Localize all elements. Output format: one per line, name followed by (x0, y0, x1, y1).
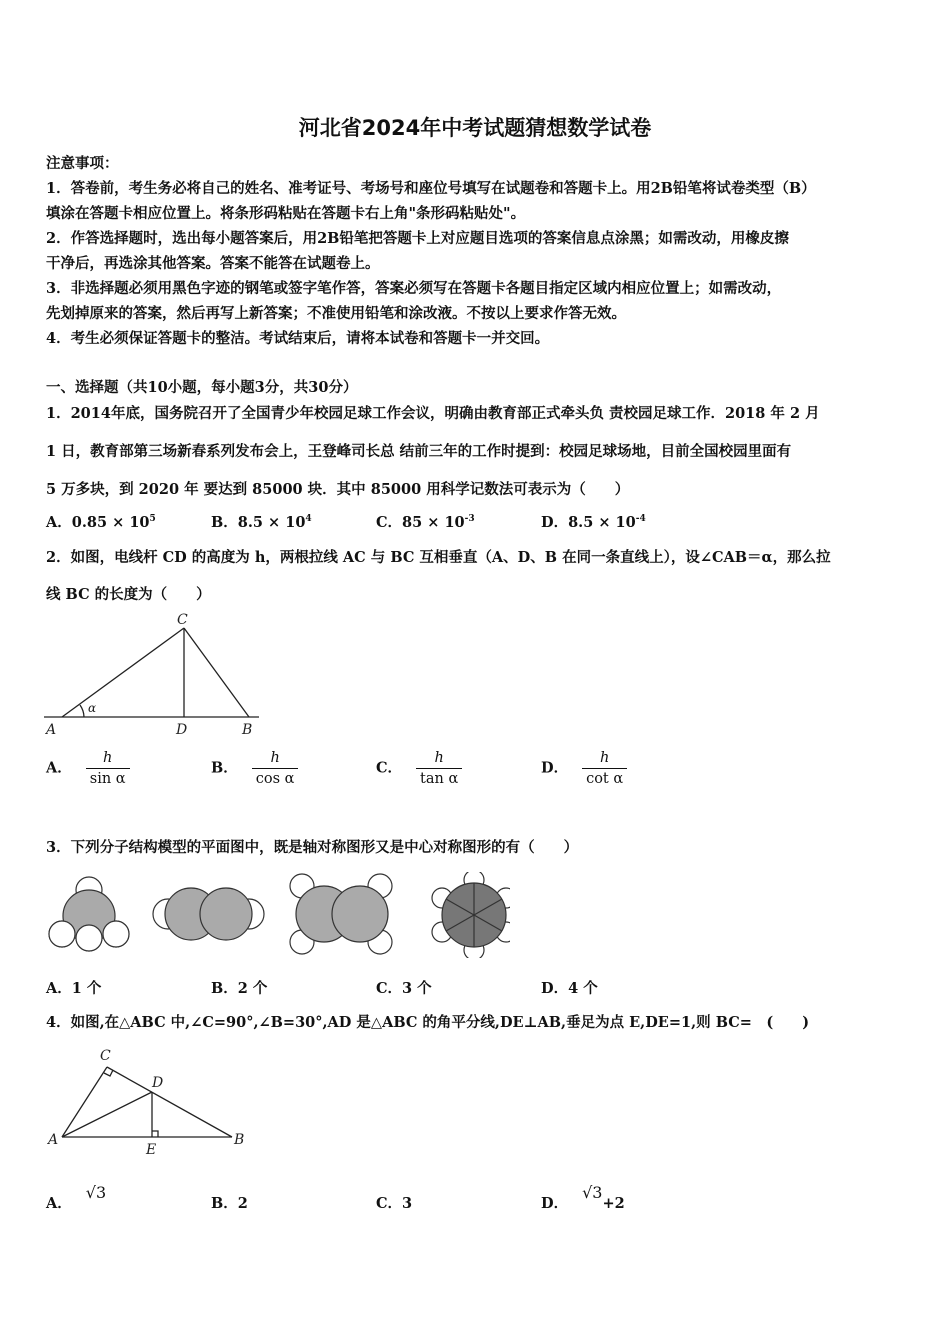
note-line: 先划掉原来的答案，然后再写上新答案；不准使用铅笔和涂改液。不按以上要求作答无效。 (46, 305, 626, 322)
option-label: B． (211, 759, 238, 777)
option-label: B． (211, 1195, 238, 1212)
option-exponent: -4 (635, 514, 646, 525)
option-label: A． (46, 980, 72, 997)
fraction (86, 750, 130, 787)
option-value: 0.85 × 10 (71, 514, 150, 531)
note-line: 1．答卷前，考生务必将自己的姓名、准考证号、考场号和座位号填写在试题卷和答题卡上。用2B铅笔将试卷类型（B） (46, 180, 816, 197)
denominator: tan α (416, 768, 462, 787)
option-label: D． (541, 980, 569, 997)
numerator: h (599, 750, 610, 766)
q1-option-a[interactable] (46, 511, 156, 532)
q1-line: 1．2014年底，国务院召开了全国青少年校园足球工作会议，明确由教育部正式牵头负 责校园足球工作．2018 年 2 月 (46, 405, 820, 422)
q4-figure (44, 1042, 254, 1162)
q1-line: 1 日，教育部第三场新春系列发布会上，王登峰司长总 结前三年的工作时提到：校园足球场地，目前全国校园里面有 (46, 443, 792, 460)
q3-option-c[interactable] (376, 977, 432, 998)
q2-option-a[interactable] (46, 750, 130, 787)
option-label: D． (541, 759, 569, 777)
q1-line: 5 万多块，到 2020 年 要达到 85000 块．其中 85000 用科学记数法可表示为（ ） (46, 481, 630, 498)
fraction (582, 750, 627, 787)
molecule-4 (432, 872, 510, 958)
option-value: 85 × 10 (402, 514, 465, 531)
label-a: A (46, 722, 57, 738)
option-exponent: -3 (464, 514, 475, 525)
option-label: C． (376, 980, 403, 997)
q4-option-c[interactable] (376, 1192, 412, 1213)
q1-option-b[interactable] (211, 511, 312, 532)
notes-heading: 注意事项： (46, 155, 119, 172)
option-exponent: 5 (149, 514, 156, 525)
q2-figure (44, 610, 264, 740)
label-c: C (177, 612, 188, 628)
option-label: A． (46, 514, 72, 531)
q2-line: 线 BC 的长度为（ ） (46, 586, 211, 603)
q4-option-b[interactable] (211, 1192, 248, 1213)
option-label: A． (46, 759, 72, 777)
q3-option-d[interactable] (541, 977, 598, 998)
option-label: C． (376, 759, 403, 777)
option-value: 3 (402, 1195, 413, 1212)
option-label: D． (541, 514, 569, 531)
label-d: D (176, 722, 188, 738)
q3-option-a[interactable] (46, 977, 101, 998)
option-label: D． (541, 1195, 569, 1212)
option-exponent: 4 (305, 514, 312, 525)
numerator: h (270, 750, 280, 766)
label-b: B (234, 1132, 245, 1148)
sqrt-value: √3 (582, 1183, 603, 1202)
molecule-2 (153, 888, 264, 940)
molecule-3 (290, 874, 392, 954)
denominator: cot α (582, 768, 627, 787)
option-label: C． (376, 514, 403, 531)
option-value: 2 (237, 1195, 248, 1212)
option-value: 8.5 × 10 (237, 514, 306, 531)
label-b: B (242, 722, 253, 738)
option-label: C． (376, 1195, 403, 1212)
label-c: C (100, 1048, 111, 1064)
q1-option-c[interactable] (376, 511, 475, 532)
option-value: 1 个 (71, 980, 102, 997)
sqrt-value: √3 (85, 1183, 107, 1202)
option-label: B． (211, 514, 238, 531)
q3-option-b[interactable] (211, 977, 267, 998)
label-d: D (152, 1075, 164, 1091)
option-value: 3 个 (402, 980, 432, 997)
denominator: cos α (252, 768, 299, 787)
note-line: 干净后，再选涂其他答案。答案不能答在试题卷上。 (46, 255, 380, 272)
q4-option-d[interactable] (541, 1183, 625, 1213)
label-a: A (48, 1132, 59, 1148)
fraction (252, 750, 299, 787)
option-label: B． (211, 980, 238, 997)
label-alpha: α (88, 701, 97, 715)
option-value-tail: +2 (602, 1195, 625, 1212)
q2-option-c[interactable] (376, 750, 462, 787)
note-line: 填涂在答题卡相应位置上。将条形码粘贴在答题卡右上角"条形码粘贴处"。 (46, 205, 526, 222)
note-line: 3．非选择题必须用黑色字迹的钢笔或签字笔作答，答案必须写在答题卡各题目指定区域内相应位置上；如需改动， (46, 280, 782, 297)
section-heading: 一、选择题（共10小题，每小题3分，共30分） (46, 379, 358, 396)
molecule-1 (49, 877, 129, 951)
q2-option-b[interactable] (211, 750, 298, 787)
denominator: sin α (86, 768, 130, 787)
q3-molecule-figures (44, 872, 510, 958)
fraction (416, 750, 462, 787)
q4-option-a[interactable] (46, 1183, 107, 1213)
numerator: h (103, 750, 113, 766)
option-value: 2 个 (237, 980, 268, 997)
page-title: 河北省2024年中考试题猜想数学试卷 (298, 116, 652, 140)
q2-line: 2．如图，电线杆 CD 的高度为 h，两根拉线 AC 与 BC 互相垂直（A、D、B 在同一条直线上），设∠CAB＝α，那么拉 (46, 549, 831, 566)
option-label: A． (46, 1195, 72, 1212)
note-line: 2．作答选择题时，选出每小题答案后，用2B铅笔把答题卡上对应题目选项的答案信息点涂黑；如需改动，用橡皮擦 (46, 230, 789, 247)
q3-text: 3．下列分子结构模型的平面图中，既是轴对称图形又是中心对称图形的有（ ） (46, 839, 579, 856)
numerator: h (434, 750, 444, 766)
q4-text: 4．如图,在△ABC 中,∠C=90°,∠B=30°,AD 是△ABC 的角平分线,DE⊥AB,垂足为点 E,DE=1,则 BC= ( ) (46, 1014, 810, 1031)
q2-option-d[interactable] (541, 750, 627, 787)
label-e: E (146, 1142, 157, 1158)
option-value: 8.5 × 10 (568, 514, 636, 531)
q1-option-d[interactable] (541, 511, 646, 532)
note-line: 4．考生必须保证答题卡的整洁。考试结束后，请将本试卷和答题卡一并交回。 (46, 330, 550, 347)
option-value: 4 个 (568, 980, 598, 997)
